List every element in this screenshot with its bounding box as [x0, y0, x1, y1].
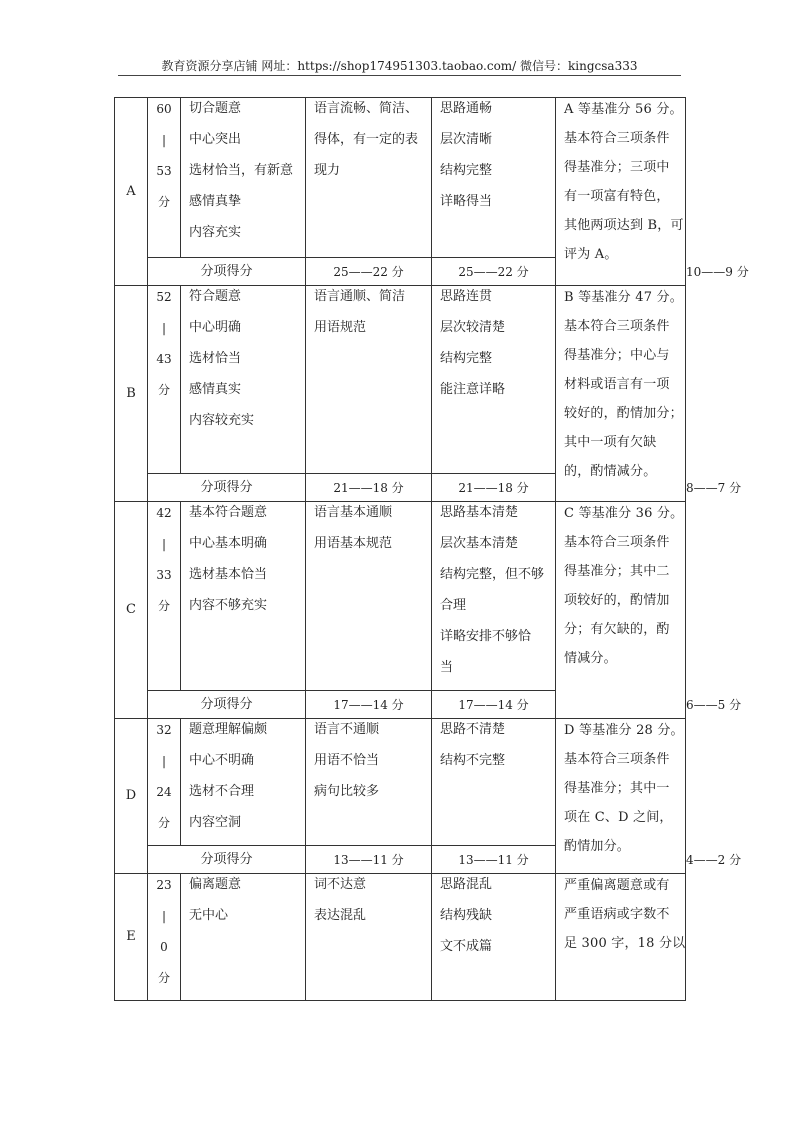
grade-note-cell [556, 98, 686, 286]
text-line: 其中一项有欠缺 [564, 435, 657, 450]
criteria-col1 [181, 719, 306, 846]
text-line: 0 [160, 940, 168, 954]
text-line: 思路基本清楚 [440, 505, 519, 520]
score-range-cell [148, 874, 181, 1001]
text-line: 内容不够充实 [189, 598, 268, 613]
text-line: 详略得当 [440, 194, 493, 209]
grade-cell: B [115, 286, 148, 502]
criteria-col3 [432, 286, 556, 474]
text-line: 酌情加分。 [564, 839, 631, 854]
subscore-label: 分项得分 [148, 258, 306, 286]
text-line: 项在 C、D 之间， [564, 810, 673, 825]
subscore-value: 13——11 分 [432, 846, 556, 874]
text-line: 用语不恰当 [314, 753, 380, 768]
text-line: | [161, 321, 167, 335]
text-line: 的，酌情减分。 [564, 464, 657, 479]
subscore-label: 分项得分 [148, 474, 306, 502]
text-line: 基本符合三项条件 [564, 319, 670, 334]
text-line: 无中心 [189, 908, 229, 923]
text-line: 结构完整 [440, 351, 493, 366]
text-line: 分 [157, 195, 170, 209]
header-divider [118, 75, 681, 76]
text-line: 层次基本清楚 [440, 536, 519, 551]
text-line: 内容充实 [189, 225, 242, 240]
subscore-value: 13——11 分 [306, 846, 432, 874]
text-line: 用语规范 [314, 320, 367, 335]
text-line: 结构完整，但不够 [440, 567, 545, 582]
text-line: 思路连贯 [440, 289, 493, 304]
text-line: 52 [156, 290, 172, 304]
text-line: 足 300 字，18 分以 [564, 936, 686, 951]
text-line: | [161, 133, 167, 147]
subscore-label: 分项得分 [148, 691, 306, 719]
criteria-col1 [181, 502, 306, 691]
text-line: 基本符合三项条件 [564, 535, 670, 550]
rubric-row-d [115, 719, 686, 846]
rubric-row-e [115, 874, 686, 1001]
rubric-row-c [115, 502, 686, 691]
page-header: 教育资源分享店铺 网址：https://shop174951303.taobao.com/ 微信号：kingcsa333 [161, 59, 638, 73]
criteria-col3 [432, 98, 556, 258]
text-line: 思路通畅 [440, 101, 493, 116]
score-range-cell [148, 286, 181, 474]
text-line: 基本符合三项条件 [564, 131, 670, 146]
text-line: 42 [156, 506, 172, 520]
text-line: 表达混乱 [314, 908, 367, 923]
criteria-col1 [181, 98, 306, 258]
text-line: 语言基本通顺 [314, 505, 393, 520]
text-line: 得基准分；中心与 [564, 348, 670, 363]
text-line: 33 [156, 568, 172, 582]
text-line: 中心明确 [189, 320, 242, 335]
text-line: 中心不明确 [189, 753, 255, 768]
text-line: 病句比较多 [314, 784, 380, 799]
text-line: 得基准分；其中二 [564, 564, 670, 579]
text-line: 结构不完整 [440, 753, 506, 768]
text-line: 基本符合三项条件 [564, 752, 670, 767]
text-line: 内容较充实 [189, 413, 255, 428]
criteria-col2 [306, 502, 432, 691]
text-line: 选材不合理 [189, 784, 255, 799]
text-line: 偏离题意 [189, 877, 242, 892]
grade-note-cell [556, 874, 686, 1001]
subscore-row: 分项得分 25——22 分 25——22 分 10——9 分 [115, 258, 686, 286]
text-line: 评为 A。 [564, 247, 618, 262]
text-line: C 等基准分 36 分。 [564, 506, 684, 521]
text-line: 思路混乱 [440, 877, 493, 892]
criteria-col2 [306, 98, 432, 258]
criteria-col1 [181, 286, 306, 474]
rubric-row-b [115, 286, 686, 474]
criteria-col3 [432, 719, 556, 846]
text-line: 60 [156, 102, 172, 116]
criteria-col2 [306, 719, 432, 846]
text-line: 现力 [314, 163, 341, 178]
grade-note-cell [556, 719, 686, 874]
text-line: 材料或语言有一项 [564, 377, 670, 392]
text-line: 思路不清楚 [440, 722, 506, 737]
text-line: 语言流畅、简洁、 [314, 101, 419, 116]
score-range-cell [148, 502, 181, 691]
grade-note-cell [556, 286, 686, 502]
text-line: 详略安排不够恰 [440, 629, 532, 644]
score-range-cell [148, 98, 181, 258]
text-line: 用语基本规范 [314, 536, 393, 551]
text-line: 选材恰当，有新意 [189, 163, 294, 178]
grade-cell: A [115, 98, 148, 286]
text-line: 文不成篇 [440, 939, 493, 954]
text-line: 基本符合题意 [189, 505, 268, 520]
text-line: 53 [156, 164, 172, 178]
text-line: 分 [157, 599, 170, 613]
subscore-value: 17——14 分 [306, 691, 432, 719]
subscore-row: 分项得分 21——18 分 21——18 分 8——7 分 [115, 474, 686, 502]
grade-cell: C [115, 502, 148, 719]
subscore-row: 分项得分 13——11 分 13——11 分 4——2 分 [115, 846, 686, 874]
criteria-col1 [181, 874, 306, 1001]
text-line: B 等基准分 47 分。 [564, 290, 683, 305]
subscore-row: 分项得分 17——14 分 17——14 分 6——5 分 [115, 691, 686, 719]
text-line: 选材恰当 [189, 351, 242, 366]
criteria-col3 [432, 502, 556, 691]
text-line: 结构完整 [440, 163, 493, 178]
text-line: 23 [156, 878, 172, 892]
text-line: 分；有欠缺的，酌 [564, 622, 670, 637]
text-line: 题意理解偏颇 [189, 722, 268, 737]
score-range-cell [148, 719, 181, 846]
text-line: 严重偏离题意或有 [564, 878, 670, 893]
text-line: 内容空洞 [189, 815, 242, 830]
subscore-value: 21——18 分 [432, 474, 556, 502]
text-line: 词不达意 [314, 877, 367, 892]
text-line: 32 [156, 723, 172, 737]
text-line: 感情真实 [189, 382, 242, 397]
text-line: 有一项富有特色， [564, 189, 670, 204]
text-line: 得体，有一定的表 [314, 132, 419, 147]
text-line: 符合题意 [189, 289, 242, 304]
text-line: 严重语病或字数不 [564, 907, 670, 922]
text-line: 感情真挚 [189, 194, 242, 209]
text-line: 层次较清楚 [440, 320, 506, 335]
text-line: | [161, 909, 167, 923]
text-line: 得基准分；其中一 [564, 781, 670, 796]
text-line: 分 [157, 383, 170, 397]
subscore-label: 分项得分 [148, 846, 306, 874]
grade-cell: D [115, 719, 148, 874]
text-line: 层次清晰 [440, 132, 493, 147]
text-line: 分 [157, 816, 170, 830]
text-line: 合理 [440, 598, 467, 613]
text-line: | [161, 754, 167, 768]
subscore-value: 25——22 分 [432, 258, 556, 286]
text-line: D 等基准分 28 分。 [564, 723, 684, 738]
criteria-col2 [306, 874, 432, 1001]
text-line: 较好的，酌情加分； [564, 406, 683, 421]
text-line: 中心突出 [189, 132, 242, 147]
criteria-col2 [306, 286, 432, 474]
text-line: 分 [157, 971, 170, 985]
text-line: 选材基本恰当 [189, 567, 268, 582]
grade-cell: E [115, 874, 148, 1001]
text-line: 情减分。 [564, 651, 617, 666]
text-line: 切合题意 [189, 101, 242, 116]
grade-note-cell [556, 502, 686, 719]
text-line: 其他两项达到 B，可 [564, 218, 684, 233]
subscore-value: 17——14 分 [432, 691, 556, 719]
text-line: 能注意详略 [440, 382, 506, 397]
text-line: 项较好的，酌情加 [564, 593, 670, 608]
scoring-rubric-table [114, 97, 749, 1001]
text-line: A 等基准分 56 分。 [564, 102, 683, 117]
subscore-value: 25——22 分 [306, 258, 432, 286]
criteria-col3 [432, 874, 556, 1001]
rubric-row-a [115, 98, 686, 258]
text-line: 当 [440, 660, 454, 675]
text-line: 24 [156, 785, 172, 799]
text-line: 语言通顺、简洁 [314, 289, 406, 304]
text-line: 结构残缺 [440, 908, 493, 923]
text-line: 中心基本明确 [189, 536, 268, 551]
text-line: 得基准分；三项中 [564, 160, 670, 175]
text-line: 43 [156, 352, 172, 366]
subscore-value: 21——18 分 [306, 474, 432, 502]
text-line: 语言不通顺 [314, 722, 380, 737]
text-line: | [161, 537, 167, 551]
